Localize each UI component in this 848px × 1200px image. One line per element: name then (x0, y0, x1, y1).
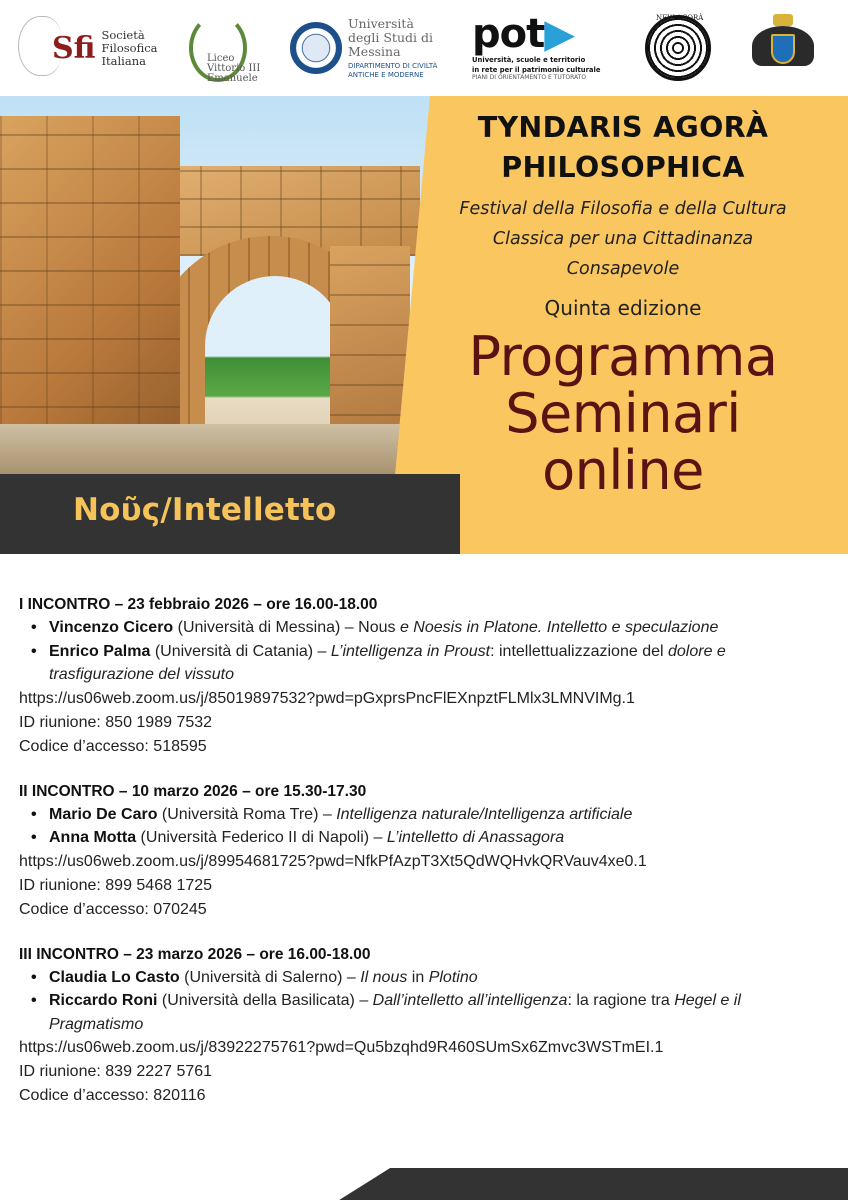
speaker-affiliation: (Università di Messina) – (173, 619, 359, 636)
program-title: Programma Seminari online (468, 325, 778, 502)
speaker-item (19, 826, 829, 850)
speaker-affiliation: (Università di Catania) – (150, 642, 331, 660)
liceo-name: Liceo Vittorio III Emanuele (207, 53, 261, 84)
speaker-list (19, 966, 829, 1037)
speaker-name: Anna Motta (49, 829, 137, 846)
talk-title: e Noesis (395, 619, 467, 636)
footer-band (0, 1168, 848, 1200)
liceo-logo (185, 10, 275, 86)
speaker-affiliation: (Università Federico II di Napoli) – (136, 829, 387, 846)
zoom-link[interactable]: https://us06web.zoom.us/j/83922275761?pwd=Qu5bzqhd9R460SUmSx6Zmvc3WSTmEI.1 (19, 1039, 664, 1056)
speaker-item (19, 966, 829, 990)
meeting-3 (19, 944, 829, 1109)
talk-title: : intellettualizzazione del (490, 642, 664, 660)
speaker-name: Enrico Palma (49, 642, 151, 660)
crest-logo (752, 10, 818, 86)
sfi-name: Società Filosofica Italiana (101, 27, 158, 68)
new-agora-logo (645, 10, 715, 86)
speaker-name: Mario De Caro (49, 805, 158, 823)
sfi-logo (18, 10, 168, 86)
sfi-mark: Sfi (52, 30, 96, 66)
access-code: Codice d’accesso: 070245 (19, 900, 207, 918)
meeting-id: ID riunione: 839 2227 5761 (19, 1063, 213, 1080)
speaker-item (19, 640, 829, 687)
university-seal-icon (290, 22, 342, 74)
festival-subtitle: Festival della Filosofia e della Cultura Classica per una Cittadinanza Consapevole (459, 199, 787, 279)
talk-title: dolore e trasfigurazione del vissuto (49, 642, 726, 683)
speaker-list (19, 803, 829, 850)
access-code: Codice d’accesso: 820116 (19, 1087, 206, 1104)
talk-title: L’intelligenza in Proust (330, 642, 491, 660)
talk-title: L’intelletto di Anassagora (386, 829, 565, 846)
pot-subtitle-2: in rete per il patrimonio culturale (472, 66, 601, 74)
unime-name: Università degli Studi di Messina DIPARTIMENTO DI CIVILTÀ ANTICHE E MODERNE (348, 15, 438, 79)
ruins-arch-photo (0, 96, 450, 474)
talk-title: Intelligenza naturale/Intelligenza artificiale (336, 805, 633, 823)
pot-logo (472, 10, 622, 86)
meeting-id: ID riunione: 899 5468 1725 (19, 876, 213, 894)
eagle-crest-icon (752, 12, 814, 84)
meeting-1 (19, 594, 829, 759)
theme-title: Νοῦς/Intelletto (73, 492, 337, 528)
talk-title: in (407, 968, 429, 986)
pot-arrow-icon: ▶ (544, 11, 574, 57)
talk-title: Plotino (428, 968, 478, 986)
pot-subtitle: Università, scuole e territorio (472, 56, 586, 64)
talk-title: Il nous (360, 968, 408, 986)
speaker-name: Vincenzo Cicero (49, 619, 174, 636)
festival-title-line-1: TYNDARIS AGORÀ (477, 111, 769, 144)
speaker-name: Riccardo Roni (49, 992, 158, 1009)
labyrinth-icon (645, 15, 711, 81)
logo-bar (0, 0, 848, 96)
meeting-id: ID riunione: 850 1989 7532 (19, 713, 213, 731)
sfi-profile-icon (18, 16, 62, 76)
speaker-item (19, 616, 829, 640)
speaker-item (19, 803, 829, 827)
talk-title: : la ragione tra (567, 992, 670, 1009)
pot-wordmark: pot▶ (472, 11, 574, 57)
talk-title: Hegel e il Pragmatismo (49, 992, 741, 1033)
speaker-affiliation: (Università della Basilicata) – (157, 992, 373, 1009)
program-content (19, 594, 829, 1130)
unime-logo (290, 10, 450, 86)
meeting-heading: III INCONTRO – 23 marzo 2026 – ore 16.00-18.00 (19, 945, 371, 963)
access-code: Codice d’accesso: 518595 (19, 737, 207, 755)
talk-title: Dall’intelletto all’intelligenza (372, 992, 568, 1009)
meeting-2 (19, 781, 829, 922)
zoom-link[interactable]: https://us06web.zoom.us/j/85019897532?pwd=pGxprsPncFlEXnpztFLMlx3LMNVIMg.1 (19, 689, 635, 707)
meeting-heading: I INCONTRO – 23 febbraio 2026 – ore 16.00-18.00 (19, 596, 378, 613)
festival-title-block (418, 108, 828, 502)
talk-title: in Platone. Intelletto e speculazione (466, 619, 719, 636)
agora-label: NEW AGORÀ (656, 14, 704, 22)
meeting-heading: II INCONTRO – 10 marzo 2026 – ore 15.30-17.30 (19, 782, 367, 800)
edition-label: Quinta edizione (544, 296, 702, 320)
speaker-affiliation: (Università Roma Tre) – (157, 805, 337, 823)
unime-department: DIPARTIMENTO DI CIVILTÀ ANTICHE E MODERNE (348, 61, 438, 79)
speaker-name: Claudia Lo Casto (49, 968, 180, 986)
festival-title-line-2: PHILOSOPHICA (501, 151, 745, 184)
hero-banner (0, 96, 848, 554)
talk-title: Nous (358, 619, 396, 636)
speaker-list (19, 616, 829, 687)
speaker-affiliation: (Università di Salerno) – (179, 968, 361, 986)
zoom-link[interactable]: https://us06web.zoom.us/j/89954681725?pwd=NfkPfAzpT3Xt5QdWQHvkQRVauv4xe0.1 (19, 852, 647, 870)
speaker-item (19, 989, 829, 1036)
pot-subtitle-3: PIANI DI ORIENTAMENTO E TUTORATO (472, 74, 587, 81)
